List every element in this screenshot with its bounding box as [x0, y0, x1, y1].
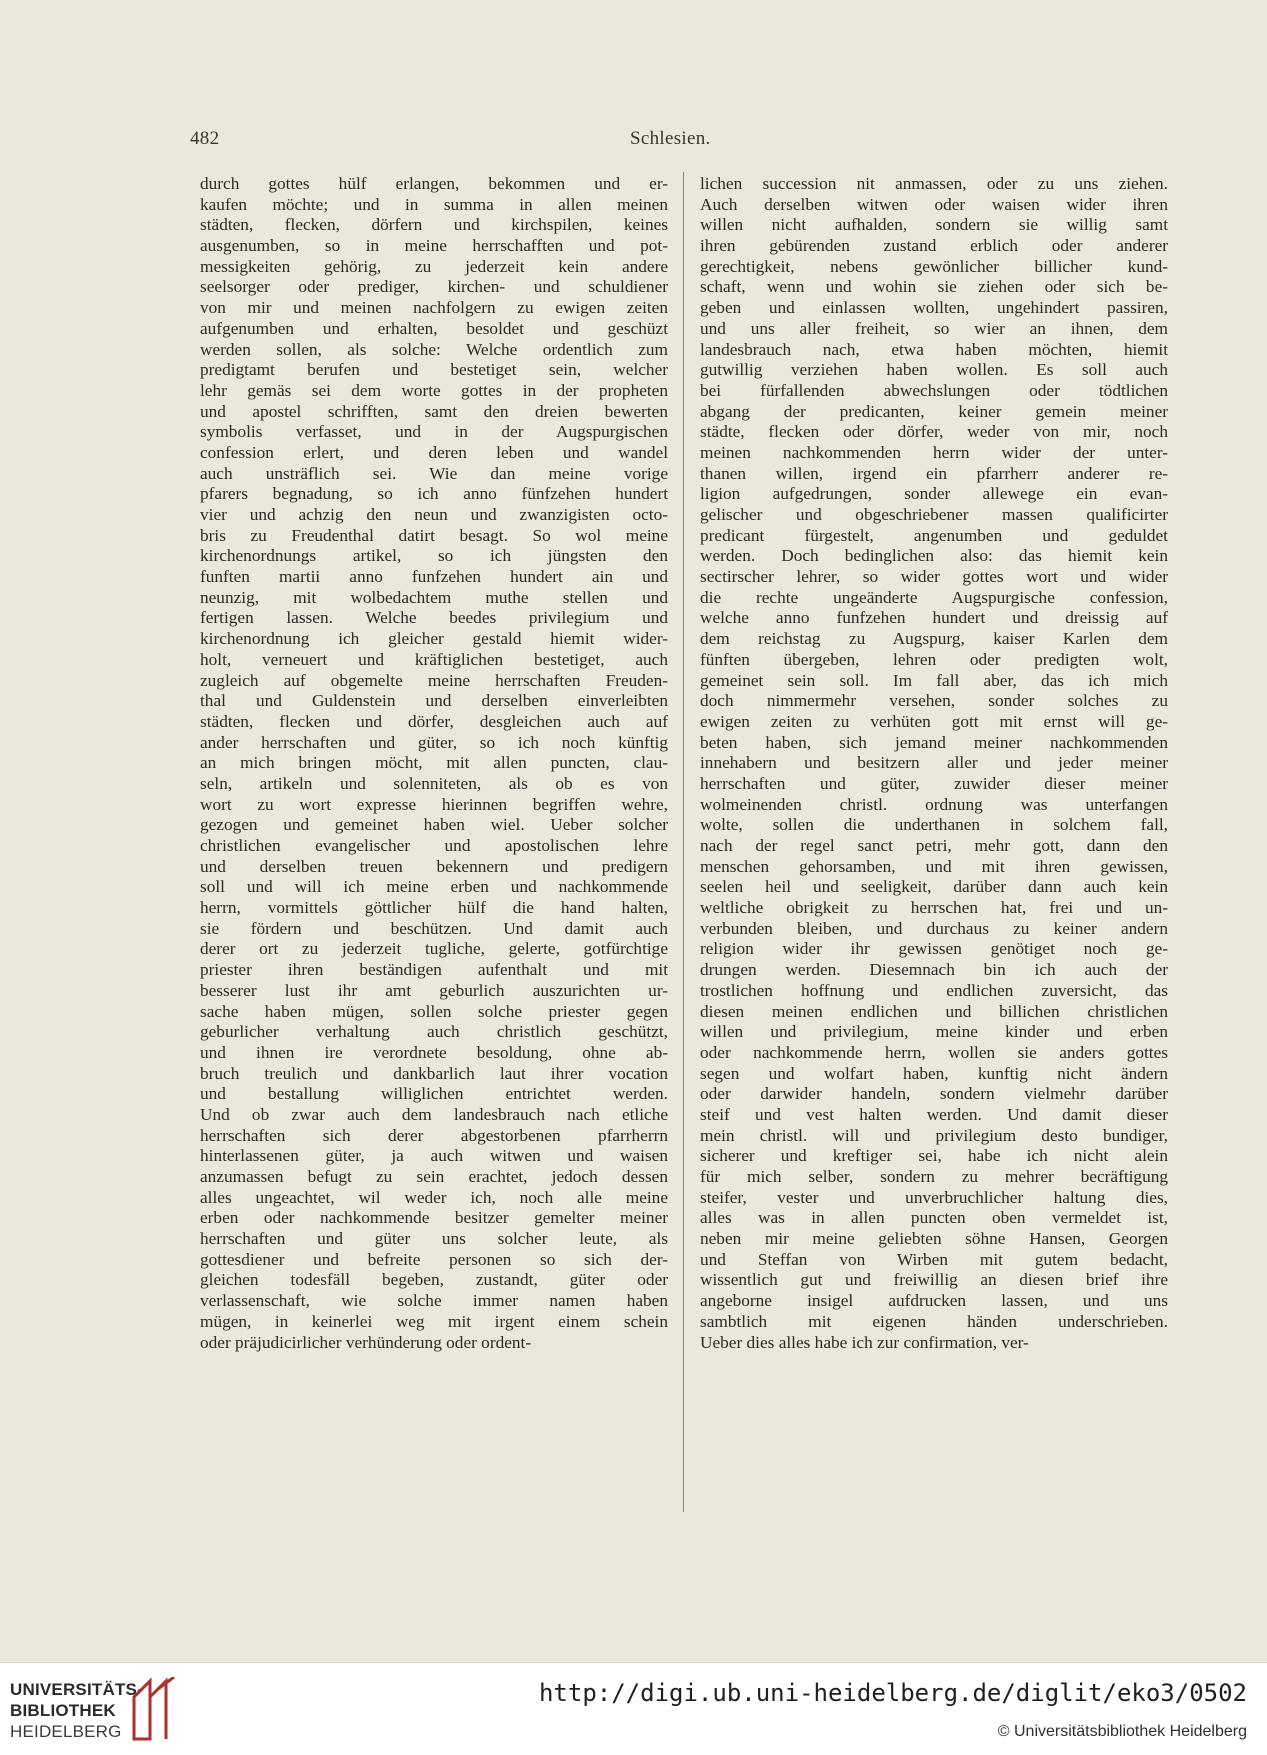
- text-line: messigkeiten gehörig, zu jederzeit kein andere: [200, 256, 668, 276]
- text-line: pfarers begnadung, so ich anno fünfzehen hundert: [200, 484, 668, 504]
- text-line: alles was in allen puncten oben vermeldet ist,: [700, 1208, 1168, 1228]
- text-line: steifer, vester und unverbruchlicher haltung dies,: [700, 1187, 1168, 1207]
- text-line: lehr gemäs sei dem worte gottes in der propheten: [200, 380, 668, 400]
- copyright-notice: © Universitätsbibliothek Heidelberg: [997, 1723, 1247, 1740]
- text-line: erben oder nachkommende besitzer gemelter meiner: [200, 1208, 668, 1228]
- text-line: oder darwider handeln, sondern vielmehr darüber: [700, 1084, 1168, 1104]
- text-line: und bestallung williglichen entrichtet werden.: [200, 1084, 668, 1104]
- text-line: wort zu wort expresse hierinnen begriffen wehre,: [200, 794, 668, 814]
- text-line: sambtlich mit eigenen händen underschrieben.: [700, 1311, 1168, 1331]
- text-line: schaft, wenn und wohin sie ziehen oder sich be-: [700, 277, 1168, 297]
- text-line: confession erlert, und deren leben und wandel: [200, 442, 668, 462]
- text-line: und uns aller freiheit, so wier an ihnen, dem: [700, 318, 1168, 338]
- text-line: weltliche obrigkeit zu herrschen hat, frei und un-: [700, 898, 1168, 918]
- text-line: sicherer und kreftiger sei, habe ich nicht alein: [700, 1146, 1168, 1166]
- text-line: besserer lust ihr amt geburlich auszurichten ur-: [200, 980, 668, 1000]
- text-line: oder nachkommende herrn, wollen sie anders gottes: [700, 1042, 1168, 1062]
- text-line: priester ihren beständigen aufenthalt und mit: [200, 960, 668, 980]
- text-line: städten, flecken und dörfer, desgleichen auch auf: [200, 711, 668, 731]
- text-line: und apostel schrifften, samt den dreien bewerten: [200, 401, 668, 421]
- text-line: gleichen todesfäll begeben, zustandt, güter oder: [200, 1270, 668, 1290]
- text-line: thal und Guldenstein und derselben einverleibten: [200, 691, 668, 711]
- text-line: durch gottes hülf erlangen, bekommen und er-: [200, 174, 668, 193]
- text-line: willen nicht aufhalden, sondern sie willig samt: [700, 215, 1168, 235]
- text-line: ihren gebürenden zustand erblich oder anderer: [700, 236, 1168, 256]
- text-line: verbunden bleiben, und durchaus zu keiner andern: [700, 918, 1168, 938]
- text-line: holt, verneuert und kräftiglichen bestetiget, auch: [200, 649, 668, 669]
- text-line: thanen willen, irgend ein pfarrherr anderer re-: [700, 463, 1168, 483]
- text-line: ligion aufgedrungen, sonder allewege ein evan-: [700, 484, 1168, 504]
- text-line: herrn, vormittels göttlicher hülf die hand halten,: [200, 898, 668, 918]
- text-line: sectirscher lehrer, so wider gottes wort und wider: [700, 567, 1168, 587]
- text-line: gottesdiener und befreite personen so sich der-: [200, 1249, 668, 1269]
- text-line: dem reichstag zu Augspurg, kaiser Karlen dem: [700, 629, 1168, 649]
- text-line: mügen, in keinerlei weg mit irgent einem schein: [200, 1311, 668, 1331]
- text-line: drungen werden. Diesemnach bin ich auch der: [700, 960, 1168, 980]
- column-divider: [683, 172, 684, 1512]
- text-line: fertigen lassen. Welche beedes privilegium und: [200, 608, 668, 628]
- text-line: kaufen möchte; und in summa in allen meinen: [200, 194, 668, 214]
- text-line: und Steffan von Wirben mit gutem bedacht,: [700, 1249, 1168, 1269]
- text-line: städten, flecken, dörfern und kirchspilen, keines: [200, 215, 668, 235]
- text-line: werden. Doch bedinglichen also: das hiemit kein: [700, 546, 1168, 566]
- text-line: für mich selber, sondern zu mehrer becräftigung: [700, 1167, 1168, 1186]
- text-line: die rechte ungeänderte Augspurgische confession,: [700, 587, 1168, 607]
- text-line: abgang der predicanten, keiner gemein meiner: [700, 401, 1168, 421]
- text-line: menschen gehorsamben, und mit ihren gewissen,: [700, 856, 1168, 876]
- right-text-column: [700, 174, 1168, 1353]
- text-line: soll und will ich meine erben und nachkommende: [200, 877, 668, 897]
- text-line: herrschaften und güter, zuwider dieser meiner: [700, 773, 1168, 793]
- text-line: kirchenordnung ich gleicher gestald hiemit wider-: [200, 629, 668, 649]
- text-line: neben mir meine geliebten söhne Hansen, Georgen: [700, 1229, 1168, 1249]
- logo-line-universitaets: UNIVERSITÄTS-: [10, 1680, 143, 1699]
- text-line: seelen heil und seeligkeit, darüber dann auch kein: [700, 877, 1168, 897]
- text-line: lichen succession nit anmassen, oder zu uns ziehen.: [700, 174, 1168, 193]
- text-line: werden sollen, als solche: Welche ordentlich zum: [200, 339, 668, 359]
- library-logo-icon: [128, 1677, 176, 1743]
- text-line: fünften übergeben, lehren oder predigten wolt,: [700, 649, 1168, 669]
- document-url-link[interactable]: http://digi.ub.uni-heidelberg.de/diglit/eko3/0502: [538, 1679, 1247, 1707]
- text-line: oder präjudicirlicher verhünderung oder ordent-: [200, 1332, 532, 1352]
- text-line: städte, flecken oder dörfer, weder von mir, noch: [700, 422, 1168, 442]
- text-line: funften martii anno funfzehen hundert ain und: [200, 567, 668, 587]
- text-line: Auch derselben witwen oder waisen wider ihren: [700, 194, 1168, 214]
- text-line: ausgenumben, so in meine herrschafften und pot-: [200, 236, 668, 256]
- text-line: geburlicher verhaltung auch christlich geschützt,: [200, 1022, 668, 1042]
- text-line: bruch treulich und dankbarlich laut ihrer vocation: [200, 1063, 668, 1083]
- library-logo-text: [10, 1679, 143, 1742]
- text-line: seelsorger oder prediger, kirchen- und schuldiener: [200, 277, 668, 297]
- text-line: derer ort zu jederzeit tugliche, gelerte, gotfürchtige: [200, 939, 668, 959]
- text-line: vier und achzig den neun und zwanzigisten octo-: [200, 505, 668, 524]
- text-line: neunzig, mit wolbedachtem muthe stellen und: [200, 587, 668, 607]
- text-line: predigtamt berufen und bestetiget sein, welcher: [200, 360, 668, 380]
- text-line: gelischer und obgeschriebener massen qualificirter: [700, 505, 1168, 524]
- library-footer: [0, 1662, 1267, 1755]
- text-line: beten haben, sich jemand meiner nachkommenden: [700, 732, 1168, 752]
- text-line: ander herrschaften und güter, so ich noch künftig: [200, 732, 668, 752]
- text-line: willen und privilegium, meine kinder und erben: [700, 1022, 1168, 1042]
- text-line: gemeinet sein soll. Im fall aber, das ich mich: [700, 670, 1168, 690]
- text-line: trostlichen hoffnung und endlichen zuversicht, das: [700, 980, 1168, 1000]
- text-line: religion wider ihr gewissen genötiget noch ge-: [700, 939, 1168, 959]
- text-line: aufgenumben und erhalten, besoldet und geschüzt: [200, 318, 668, 338]
- logo-line-bibliothek: BIBLIOTHEK: [10, 1701, 116, 1720]
- text-line: welche anno funfzehen hundert und dreissig auf: [700, 608, 1168, 628]
- text-line: Ueber dies alles habe ich zur confirmation, ver-: [700, 1332, 1029, 1352]
- text-line: gutwillig verziehen haben wollen. Es soll auch: [700, 360, 1168, 380]
- text-line: anzumassen befugt zu sein erachtet, jedoch dessen: [200, 1167, 668, 1186]
- text-line: segen und wolfart haben, kunftig nicht ändern: [700, 1063, 1168, 1083]
- text-line: sie fördern und beschützen. Und damit auch: [200, 918, 668, 938]
- text-line: auch unsträflich sei. Wie dan meine vorige: [200, 463, 668, 483]
- text-line: herrschaften und güter uns solcher leute, als: [200, 1229, 668, 1249]
- running-title: Schlesien.: [630, 128, 711, 149]
- text-line: herrschaften sich derer abgestorbenen pfarrherrn: [200, 1125, 668, 1145]
- text-line: angeborne insigel aufdrucken lassen, und uns: [700, 1291, 1168, 1311]
- text-line: doch nimmermehr versehen, sonder solches zu: [700, 691, 1168, 711]
- text-line: und derselben treuen bekennern und predigern: [200, 856, 668, 876]
- text-line: und ihnen ire verordnete besoldung, ohne ab-: [200, 1042, 668, 1062]
- text-line: geben und einlassen wollten, ungehindert passiren,: [700, 298, 1168, 318]
- text-line: zugleich auf obgemelte meine herrschaften Freuden-: [200, 670, 668, 690]
- text-line: mein christl. will und privilegium desto bundiger,: [700, 1125, 1168, 1145]
- left-text-column: [200, 174, 668, 1353]
- text-line: sache haben mügen, sollen solche priester gegen: [200, 1001, 668, 1021]
- text-line: innehabern und besitzern aller und jeder meiner: [700, 753, 1168, 773]
- text-line: nach der regel sanct petri, mehr gott, dann den: [700, 836, 1168, 855]
- text-line: steif und vest halten werden. Und damit dieser: [700, 1104, 1168, 1124]
- text-line: landesbrauch nach, etwa haben möchten, hiemit: [700, 339, 1168, 359]
- text-line: von mir und meinen nachfolgern zu ewigen zeiten: [200, 298, 668, 318]
- text-line: diesen meinen endlichen und billichen christlichen: [700, 1001, 1168, 1021]
- text-line: hinterlassenen güter, ja auch witwen und waisen: [200, 1146, 668, 1166]
- text-line: seln, artikeln und solenniteten, als ob es von: [200, 773, 668, 793]
- text-line: alles ungeachtet, wil weder ich, noch alle meine: [200, 1187, 668, 1207]
- text-line: bei fürfallenden abwechslungen oder tödtlichen: [700, 380, 1168, 400]
- text-line: Und ob zwar auch dem landesbrauch nach etliche: [200, 1104, 668, 1124]
- text-line: wissentlich gut und freiwillig an diesen brief ihre: [700, 1270, 1168, 1290]
- text-line: bris zu Freudenthal datirt besagt. So wol meine: [200, 525, 668, 545]
- text-line: wolmeinenden christl. ordnung was unterfangen: [700, 794, 1168, 814]
- text-line: wolte, sollen die underthanen in solchem fall,: [700, 815, 1168, 835]
- text-line: predicant fürgestelt, angenumben und geduldet: [700, 525, 1168, 545]
- text-line: symbolis verfasset, und in der Augspurgischen: [200, 422, 668, 442]
- text-line: gezogen und gemeinet haben wiel. Ueber solcher: [200, 815, 668, 835]
- text-line: an mich bringen möcht, mit allen puncten, clau-: [200, 753, 668, 773]
- page-number: 482: [190, 128, 220, 149]
- text-line: verlassenschaft, wie solche immer namen haben: [200, 1291, 668, 1311]
- text-line: meinen nachkommenden herrn wider der unter-: [700, 442, 1168, 462]
- text-line: ewigen zeiten zu verhüten gott mit ernst will ge-: [700, 711, 1168, 731]
- logo-line-heidelberg: HEIDELBERG: [10, 1722, 122, 1741]
- text-line: gerechtigkeit, nebens gewönlicher billicher kund-: [700, 256, 1168, 276]
- text-line: kirchenordnungs artikel, so ich jüngsten den: [200, 546, 668, 566]
- text-line: christlichen evangelischer und apostolischen lehre: [200, 836, 668, 855]
